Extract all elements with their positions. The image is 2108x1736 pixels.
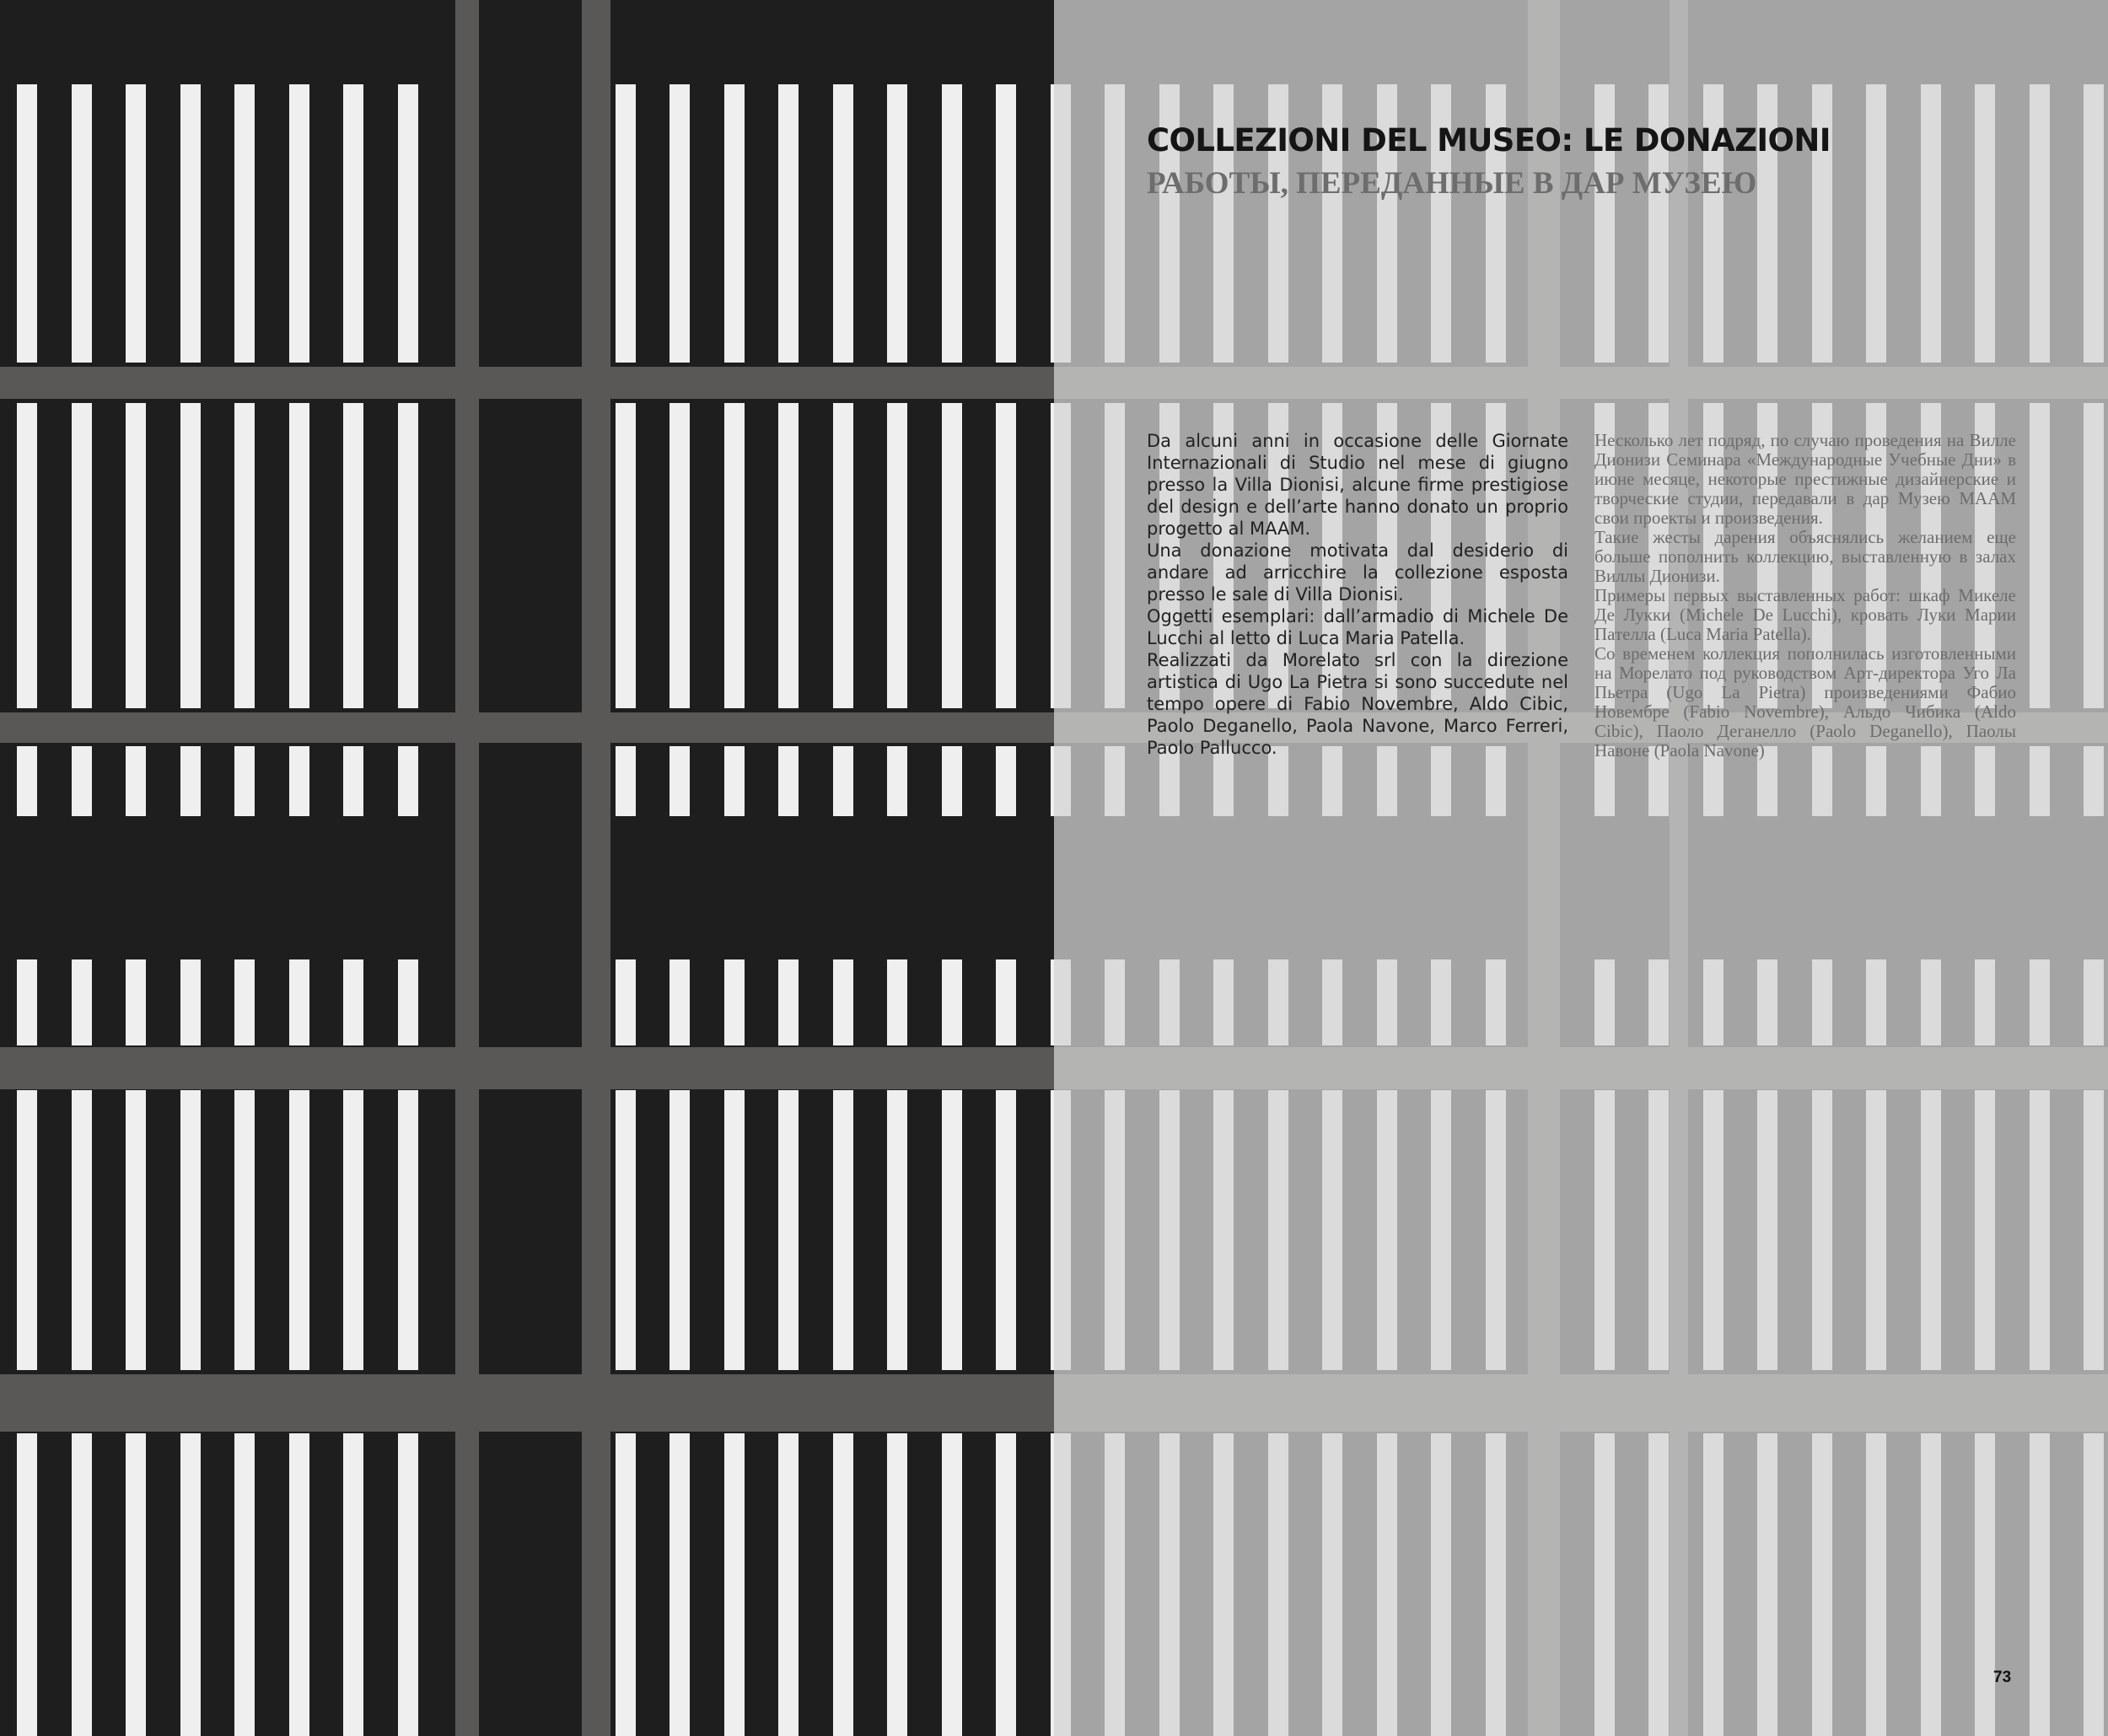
light-slat: [724, 959, 745, 1045]
light-slat: [887, 1433, 907, 1736]
light-slat: [996, 1433, 1016, 1736]
light-slat: [72, 746, 92, 816]
light-slat: [833, 1090, 853, 1370]
light-slat: [887, 84, 907, 363]
italian-paragraph: Una donazione motivata dal desiderio di andare ad arricchire la collezione esposta presso le sale di Villa Dionisi.: [1147, 540, 1568, 605]
light-slat: [180, 1433, 201, 1736]
light-slat: [670, 959, 690, 1045]
light-slat: [778, 84, 799, 363]
light-slat: [616, 1433, 636, 1736]
frame-post: [582, 0, 610, 1736]
light-slat: [126, 403, 146, 708]
light-slat: [398, 1090, 418, 1370]
light-slat: [724, 1090, 745, 1370]
light-slat: [180, 1090, 201, 1370]
light-slat: [616, 1090, 636, 1370]
light-slat: [724, 84, 745, 363]
light-slat: [180, 959, 201, 1045]
light-slat: [942, 1433, 962, 1736]
light-slat: [616, 403, 636, 708]
light-slat: [398, 746, 418, 816]
light-slat: [833, 84, 853, 363]
light-slat: [398, 959, 418, 1045]
light-slat: [343, 959, 363, 1045]
light-slat: [887, 959, 907, 1045]
light-slat: [833, 959, 853, 1045]
light-slat: [670, 746, 690, 816]
light-slat: [996, 1090, 1016, 1370]
light-slat: [234, 1090, 255, 1370]
light-slat: [398, 84, 418, 363]
light-slat: [887, 1090, 907, 1370]
light-slat: [670, 1433, 690, 1736]
russian-paragraph: Со временем коллекция пополнилась изготовленными на Морелато под руководством Арт-директора Уго Ла Пьетра (Ugo La Pietra) произведениями Фабио Новембре (Fabio Novembre), Альдо Чибика (Aldo Cibic), Паоло Деганелло (Paolo Deganello), Паолы Навоне (Paola Navone): [1594, 643, 2016, 761]
frame-post: [455, 0, 479, 1736]
light-slat: [343, 403, 363, 708]
russian-text-column: [1594, 431, 2016, 761]
italian-text-column: [1147, 430, 1568, 759]
light-slat: [180, 746, 201, 816]
light-slat: [289, 746, 309, 816]
light-slat: [126, 1090, 146, 1370]
light-slat: [126, 746, 146, 816]
light-slat: [833, 1433, 853, 1736]
light-slat: [17, 1090, 37, 1370]
light-slat: [996, 959, 1016, 1045]
light-slat: [343, 1433, 363, 1736]
page-number: 73: [1993, 1669, 2012, 1686]
light-slat: [942, 84, 962, 363]
light-slat: [289, 403, 309, 708]
light-slat: [234, 403, 255, 708]
russian-paragraph: Несколько лет подряд, по случаю проведения на Вилле Дионизи Семинара «Международные Учебные Дни» в июне месяце, некоторые престижные дизайнерские и творческие студии, передавали в дар Музею МААМ свои проекты и произведения.: [1594, 430, 2016, 528]
light-slat: [670, 1090, 690, 1370]
light-slat: [72, 959, 92, 1045]
page-subtitle-russian: РАБОТЫ, ПЕРЕДАННЫЕ В ДАР МУЗЕЮ: [1147, 166, 1757, 201]
light-slat: [616, 84, 636, 363]
light-slat: [942, 746, 962, 816]
italian-paragraph: Oggetti esemplari: dall’armadio di Michele De Lucchi al letto di Luca Maria Patella.: [1147, 606, 1568, 648]
light-slat: [234, 959, 255, 1045]
light-slat: [72, 1433, 92, 1736]
light-slat: [180, 403, 201, 708]
italian-paragraph: Da alcuni anni in occasione delle Giornate Internazionali di Studio nel mese di giugno presso la Villa Dionisi, alcune firme prestigiose del design e dell’arte hanno donato un proprio progetto al MAAM.: [1147, 431, 1568, 539]
light-slat: [778, 403, 799, 708]
light-slat: [887, 403, 907, 708]
light-slat: [126, 84, 146, 363]
light-slat: [996, 403, 1016, 708]
light-slat: [616, 746, 636, 816]
light-slat: [778, 746, 799, 816]
light-slat: [942, 1090, 962, 1370]
light-slat: [17, 746, 37, 816]
light-slat: [234, 1433, 255, 1736]
light-slat: [234, 746, 255, 816]
translucent-text-panel: [1054, 0, 2108, 1736]
light-slat: [234, 84, 255, 363]
light-slat: [833, 403, 853, 708]
light-slat: [17, 1433, 37, 1736]
light-slat: [17, 959, 37, 1045]
russian-paragraph: Примеры первых выставленных работ: шкаф Микеле Де Лукки (Michele De Lucchi), кровать Луки Марии Пателла (Luca Maria Patella).: [1594, 585, 2016, 644]
light-slat: [996, 84, 1016, 363]
light-slat: [670, 84, 690, 363]
light-slat: [616, 959, 636, 1045]
light-slat: [887, 746, 907, 816]
light-slat: [289, 959, 309, 1045]
light-slat: [180, 84, 201, 363]
light-slat: [289, 1090, 309, 1370]
light-slat: [778, 959, 799, 1045]
light-slat: [17, 84, 37, 363]
light-slat: [126, 1433, 146, 1736]
light-slat: [778, 1433, 799, 1736]
light-slat: [289, 84, 309, 363]
light-slat: [398, 1433, 418, 1736]
light-slat: [670, 403, 690, 708]
light-slat: [724, 746, 745, 816]
light-slat: [72, 403, 92, 708]
light-slat: [17, 403, 37, 708]
light-slat: [833, 746, 853, 816]
light-slat: [996, 746, 1016, 816]
light-slat: [72, 1090, 92, 1370]
light-slat: [72, 84, 92, 363]
italian-paragraph: Realizzati da Morelato srl con la direzione artistica di Ugo La Pietra si sono succedute nel tempo opere di Fabio Novembre, Aldo Cibic, Paolo Deganello, Paola Navone, Marco Ferreri, Paolo Pallucco.: [1147, 650, 1568, 758]
page-title: COLLEZIONI DEL MUSEO: LE DONAZIONI: [1147, 122, 1831, 159]
light-slat: [126, 959, 146, 1045]
light-slat: [778, 1090, 799, 1370]
light-slat: [343, 84, 363, 363]
light-slat: [942, 959, 962, 1045]
light-slat: [942, 403, 962, 708]
light-slat: [343, 746, 363, 816]
light-slat: [289, 1433, 309, 1736]
light-slat: [724, 403, 745, 708]
light-slat: [724, 1433, 745, 1736]
light-slat: [343, 1090, 363, 1370]
light-slat: [398, 403, 418, 708]
russian-paragraph: Такие жесты дарения объяснялись желанием еще больше пополнить коллекцию, выставленную в залах Виллы Дионизи.: [1594, 527, 2016, 586]
